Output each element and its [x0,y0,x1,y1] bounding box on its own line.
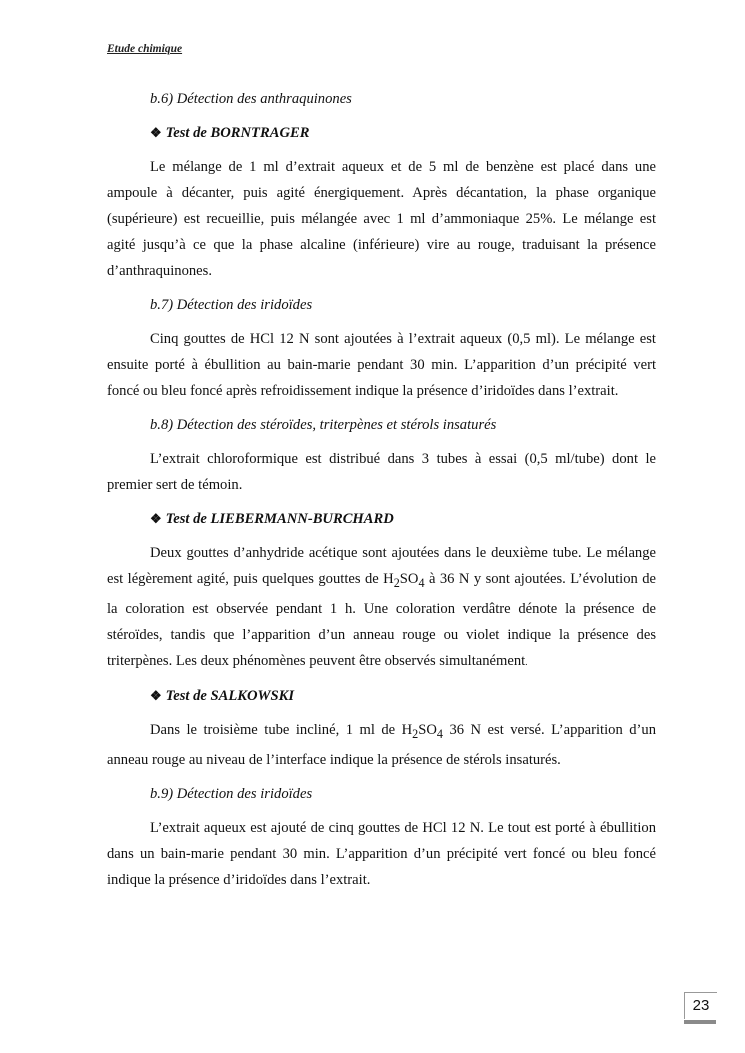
paragraph-borntrager: Le mélange de 1 ml d’extrait aqueux et de 5 ml de benzène est placé dans une ampoule à décanter, puis agité énergiquement. Après décantation, la phase organique (supérieure) est recueillie, puis mélangée avec 1 ml d’ammoniaque 25%. Le mélange est agité jusqu’à ce que la phase alcaline (inférieure) vire au rouge, traduisant la présence d’anthraquinones. [107,159,656,279]
diamond-bullet-icon: ❖ [150,125,162,140]
running-header: Etude chimique [107,43,183,55]
paragraph-liebermann: Deux gouttes d’anhydride acétique sont ajoutées dans le deuxième tube. Le mélange est légèrement agité, puis quelques gouttes de $H_2SO_4$ à 36 N y sont ajoutées. L’évolution de la coloration est observée pendant 1 h. Une coloration verdâtre dénote la présence de stéroïdes, tandis que l’apparition d’un anneau rouge ou violet indique la présence des triterpènes. Les deux phénomènes peuvent être observés simultanément. [107,545,656,669]
paragraph-iridoides-1: Cinq gouttes de HCl 12 N sont ajoutées à l’extrait aqueux (0,5 ml). Le mélange est ensuite porté à ébullition au bain-marie pendant 30 min. L’apparition d’un précipité vert foncé ou bleu foncé après refroidissement indique la présence d’iridoïdes dans l’extrait. [107,331,656,399]
page-number-underline [684,1020,716,1024]
paragraph-salkowski: Dans le troisième tube incliné, 1 ml de $H_2SO_4$ 36 N est versé. L’apparition d’un anneau rouge au niveau de l’interface indique la présence de stérols insaturés. [107,721,656,768]
paragraph-iridoides-2: L’extrait aqueux est ajouté de cinq gouttes de HCl 12 N. Le tout est porté à ébullition dans un bain-marie pendant 30 min. L’apparition d’un précipité vert foncé ou bleu foncé indique la présence d’iridoïdes dans l’extrait. [107,819,656,888]
section-heading-b6: b.6) Détection des anthraquinones [150,91,352,107]
section-heading-b7: b.7) Détection des iridoïdes [150,297,313,313]
test-heading-liebermann: ❖ Test de LIEBERMANN-BURCHARD [150,511,394,527]
section-heading-b9: b.9) Détection des iridoïdes [150,785,313,802]
section-heading-b8: b.8) Détection des stéroïdes, triterpènes et stérols insaturés [150,417,497,433]
page-number: 23 [684,992,717,1019]
test-heading-borntrager: ❖ Test de BORNTRAGER [150,125,310,141]
paragraph-chloroform-intro: L’extrait chloroformique est distribué dans 3 tubes à essai (0,5 ml/tube) dont le premier sert de témoin. [107,451,656,493]
diamond-bullet-icon: ❖ [150,511,162,526]
page-body [107,86,656,893]
diamond-bullet-icon: ❖ [150,687,162,703]
test-heading-salkowski: ❖ Test de SALKOWSKI [150,687,295,704]
